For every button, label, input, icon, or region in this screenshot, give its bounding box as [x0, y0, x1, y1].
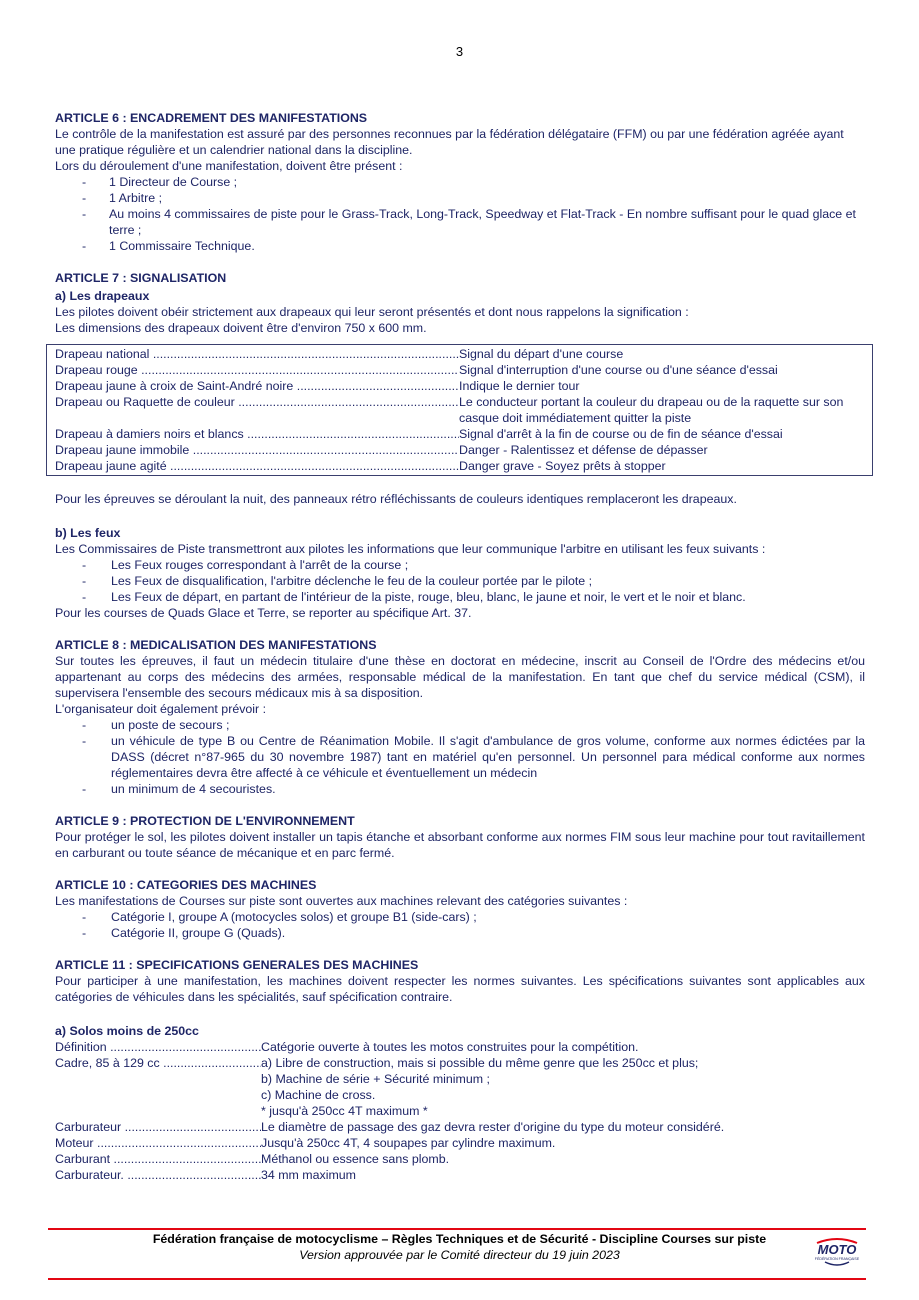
flag-meaning: Signal d'interruption d'une course ou d'une séance d'essai	[459, 363, 778, 377]
page-number: 3	[455, 44, 464, 59]
article-title: ARTICLE 8 : MEDICALISATION DES MANIFESTATIONS	[55, 638, 377, 652]
article-10	[55, 877, 865, 941]
list-item: - Les Feux rouges correspondant à l'arrêt de la course ;	[55, 557, 865, 573]
spec-row	[55, 1135, 865, 1151]
article-11	[55, 957, 865, 1183]
flag-label: Drapeau jaune agité .....	[55, 458, 459, 474]
list-item: - un poste de secours ;	[55, 717, 865, 733]
logo-text: MOTO	[817, 1242, 857, 1257]
logo-subtext: FÉDÉRATION FRANÇAISE	[815, 1257, 859, 1261]
article-title: ARTICLE 7 : SIGNALISATION	[55, 271, 227, 285]
subsection-title: a) Solos moins de 250cc	[55, 1024, 199, 1038]
spec-value: * jusqu'à 250cc 4T maximum *	[261, 1104, 428, 1118]
list	[55, 174, 865, 254]
list-item: - Les Feux de disqualification, l'arbitre déclenche le feu de la couleur portée par le pilote ;	[55, 573, 865, 589]
article-title: ARTICLE 6 : ENCADREMENT DES MANIFESTATIONS	[55, 111, 368, 125]
list-item: - Au moins 4 commissaires de piste pour le Grass-Track, Long-Track, Speedway et Flat-Track - En nombre suffisant pour le quad glace et terre ;	[55, 206, 865, 238]
paragraph: Lors du déroulement d'une manifestation, doivent être présent :	[55, 159, 403, 173]
paragraph: Pour les épreuves se déroulant la nuit, des panneaux rétro réfléchissants de couleurs identiques remplaceront les drapeaux.	[55, 492, 737, 506]
flag-label: Drapeau jaune à croix de Saint-André noire .....	[55, 378, 459, 394]
footer-title: Fédération française de motocyclisme – Règles Techniques et de Sécurité - Discipline Courses sur piste	[152, 1232, 767, 1246]
paragraph: Pour participer à une manifestation, les machines doivent respecter les normes suivantes. Les spécifications suivantes sont applicables aux catégories de véhicules dans les spécialités, sauf spécification contraire.	[55, 974, 865, 1004]
flag-row	[55, 458, 872, 474]
article-6	[55, 110, 865, 254]
list-item: - 1 Arbitre ;	[55, 190, 865, 206]
spec-row	[55, 1119, 865, 1135]
paragraph: L'organisateur doit également prévoir :	[55, 702, 267, 716]
article-title: ARTICLE 9 : PROTECTION DE L'ENVIRONNEMENT	[55, 814, 355, 828]
paragraph: Pour les courses de Quads Glace et Terre, se reporter au spécifique Art. 37.	[55, 606, 472, 620]
spec-label: Moteur .....	[55, 1135, 261, 1151]
spec-label: Carburateur. .....	[55, 1167, 261, 1183]
flag-row	[55, 362, 872, 378]
subsection-title: a) Les drapeaux	[55, 289, 150, 303]
footer-divider	[48, 1278, 866, 1280]
flags-table	[46, 344, 873, 476]
flag-label: Drapeau à damiers noirs et blancs .....	[55, 426, 459, 442]
paragraph: Les dimensions des drapeaux doivent être d'environ 750 x 600 mm.	[55, 321, 427, 335]
subsection-title: b) Les feux	[55, 526, 121, 540]
spec-row	[55, 1055, 865, 1071]
spec-value: Le diamètre de passage des gaz devra rester d'origine du type du moteur considéré.	[261, 1120, 725, 1134]
spec-row	[55, 1151, 865, 1167]
document-body	[55, 110, 865, 1183]
spec-value: Méthanol ou essence sans plomb.	[261, 1152, 450, 1166]
spec-value: Jusqu'à 250cc 4T, 4 soupapes par cylindre maximum.	[261, 1136, 556, 1150]
article-8	[55, 637, 865, 797]
list-item: - Catégorie II, groupe G (Quads).	[55, 925, 865, 941]
spec-value: Catégorie ouverte à toutes les motos construites pour la compétition.	[261, 1040, 639, 1054]
article-9	[55, 813, 865, 861]
paragraph: Les manifestations de Courses sur piste sont ouvertes aux machines relevant des catégories suivantes :	[55, 894, 628, 908]
spec-label: Cadre, 85 à 129 cc .....	[55, 1055, 261, 1071]
list-item: - un véhicule de type B ou Centre de Réanimation Mobile. Il s'agit d'ambulance de gros volume, conforme aux normes édictées par la DASS (décret n°87-965 du 30 novembre 1987) tant en matériel qu'en personnel. Un personnel para médical conforme aux normes réglementaires devra être affecté à ce véhicule et éventuellement un médecin	[55, 733, 865, 781]
paragraph: Le contrôle de la manifestation est assuré par des personnes reconnues par la fédération délégataire (FFM) ou par une fédération agréée ayant une pratique régulière et un calendrier national dans la discipline.	[55, 127, 844, 157]
spec-label: Définition .....	[55, 1039, 261, 1055]
spec-table	[55, 1039, 865, 1183]
list	[55, 909, 865, 941]
ffm-logo	[815, 1235, 859, 1267]
flag-meaning: Indique le dernier tour	[459, 379, 580, 393]
flag-row	[55, 378, 872, 394]
footer-divider	[48, 1228, 866, 1230]
flag-label: Drapeau rouge .....	[55, 362, 459, 378]
spec-row	[55, 1167, 865, 1183]
spec-value: b) Machine de série + Sécurité minimum ;	[261, 1072, 490, 1086]
list	[55, 557, 865, 605]
article-title: ARTICLE 10 : CATEGORIES DES MACHINES	[55, 878, 317, 892]
spec-value: 34 mm maximum	[261, 1168, 357, 1182]
flag-meaning: Signal d'arrêt à la fin de course ou de fin de séance d'essai	[459, 427, 783, 441]
paragraph: Les Commissaires de Piste transmettront aux pilotes les informations que leur communique l'arbitre en utilisant les feux suivants :	[55, 542, 766, 556]
paragraph: Sur toutes les épreuves, il faut un médecin titulaire d'une thèse en doctorat en médecine, inscrit au Conseil de l'Ordre des médecins et/ou appartenant au corps des médecins des armées, responsable médical de la manifestation. En tant que chef du service médical (CSM), il supervisera l'ensemble des secours médicaux mis à sa disposition.	[55, 654, 865, 700]
list-item: - un minimum de 4 secouristes.	[55, 781, 865, 797]
paragraph: Pour protéger le sol, les pilotes doivent installer un tapis étanche et absorbant conforme aux normes FIM sous leur machine pour tout ravitaillement en carburant ou toute séance de mécanique et en parc fermé.	[55, 830, 865, 860]
flag-meaning: Danger grave - Soyez prêts à stopper	[459, 459, 666, 473]
flag-meaning: Signal du départ d'une course	[459, 347, 624, 361]
list-item: - Catégorie I, groupe A (motocycles solos) et groupe B1 (side-cars) ;	[55, 909, 865, 925]
spec-value: a) Libre de construction, mais si possible du même genre que les 250cc et plus;	[261, 1056, 699, 1070]
paragraph: Les pilotes doivent obéir strictement aux drapeaux qui leur seront présentés et dont nous rappelons la signification :	[55, 305, 689, 319]
flag-label: Drapeau ou Raquette de couleur .....	[55, 394, 459, 426]
footer	[0, 1232, 919, 1262]
list-item: - Les Feux de départ, en partant de l'intérieur de la piste, rouge, bleu, blanc, le jaune et noir, le vert et le noir et blanc.	[55, 589, 865, 605]
flag-row	[55, 442, 872, 458]
flag-label: Drapeau national .....	[55, 346, 459, 362]
list-item: - 1 Directeur de Course ;	[55, 174, 865, 190]
spec-row	[55, 1039, 865, 1055]
article-title: ARTICLE 11 : SPECIFICATIONS GENERALES DES MACHINES	[55, 958, 419, 972]
spec-label: Carburateur .....	[55, 1119, 261, 1135]
flag-label: Drapeau jaune immobile .....	[55, 442, 459, 458]
spec-label: Carburant .....	[55, 1151, 261, 1167]
spec-value: c) Machine de cross.	[261, 1088, 376, 1102]
flag-row	[55, 394, 872, 426]
flag-row	[55, 426, 872, 442]
flag-meaning: Le conducteur portant la couleur du drapeau ou de la raquette sur son casque doit immédiatement quitter la piste	[459, 395, 844, 425]
flag-row	[55, 346, 872, 362]
list	[55, 717, 865, 797]
list-item: - 1 Commissaire Technique.	[55, 238, 865, 254]
flag-meaning: Danger - Ralentissez et défense de dépasser	[459, 443, 708, 457]
article-7	[55, 270, 865, 621]
footer-version: Version approuvée par le Comité directeur du 19 juin 2023	[299, 1248, 620, 1262]
